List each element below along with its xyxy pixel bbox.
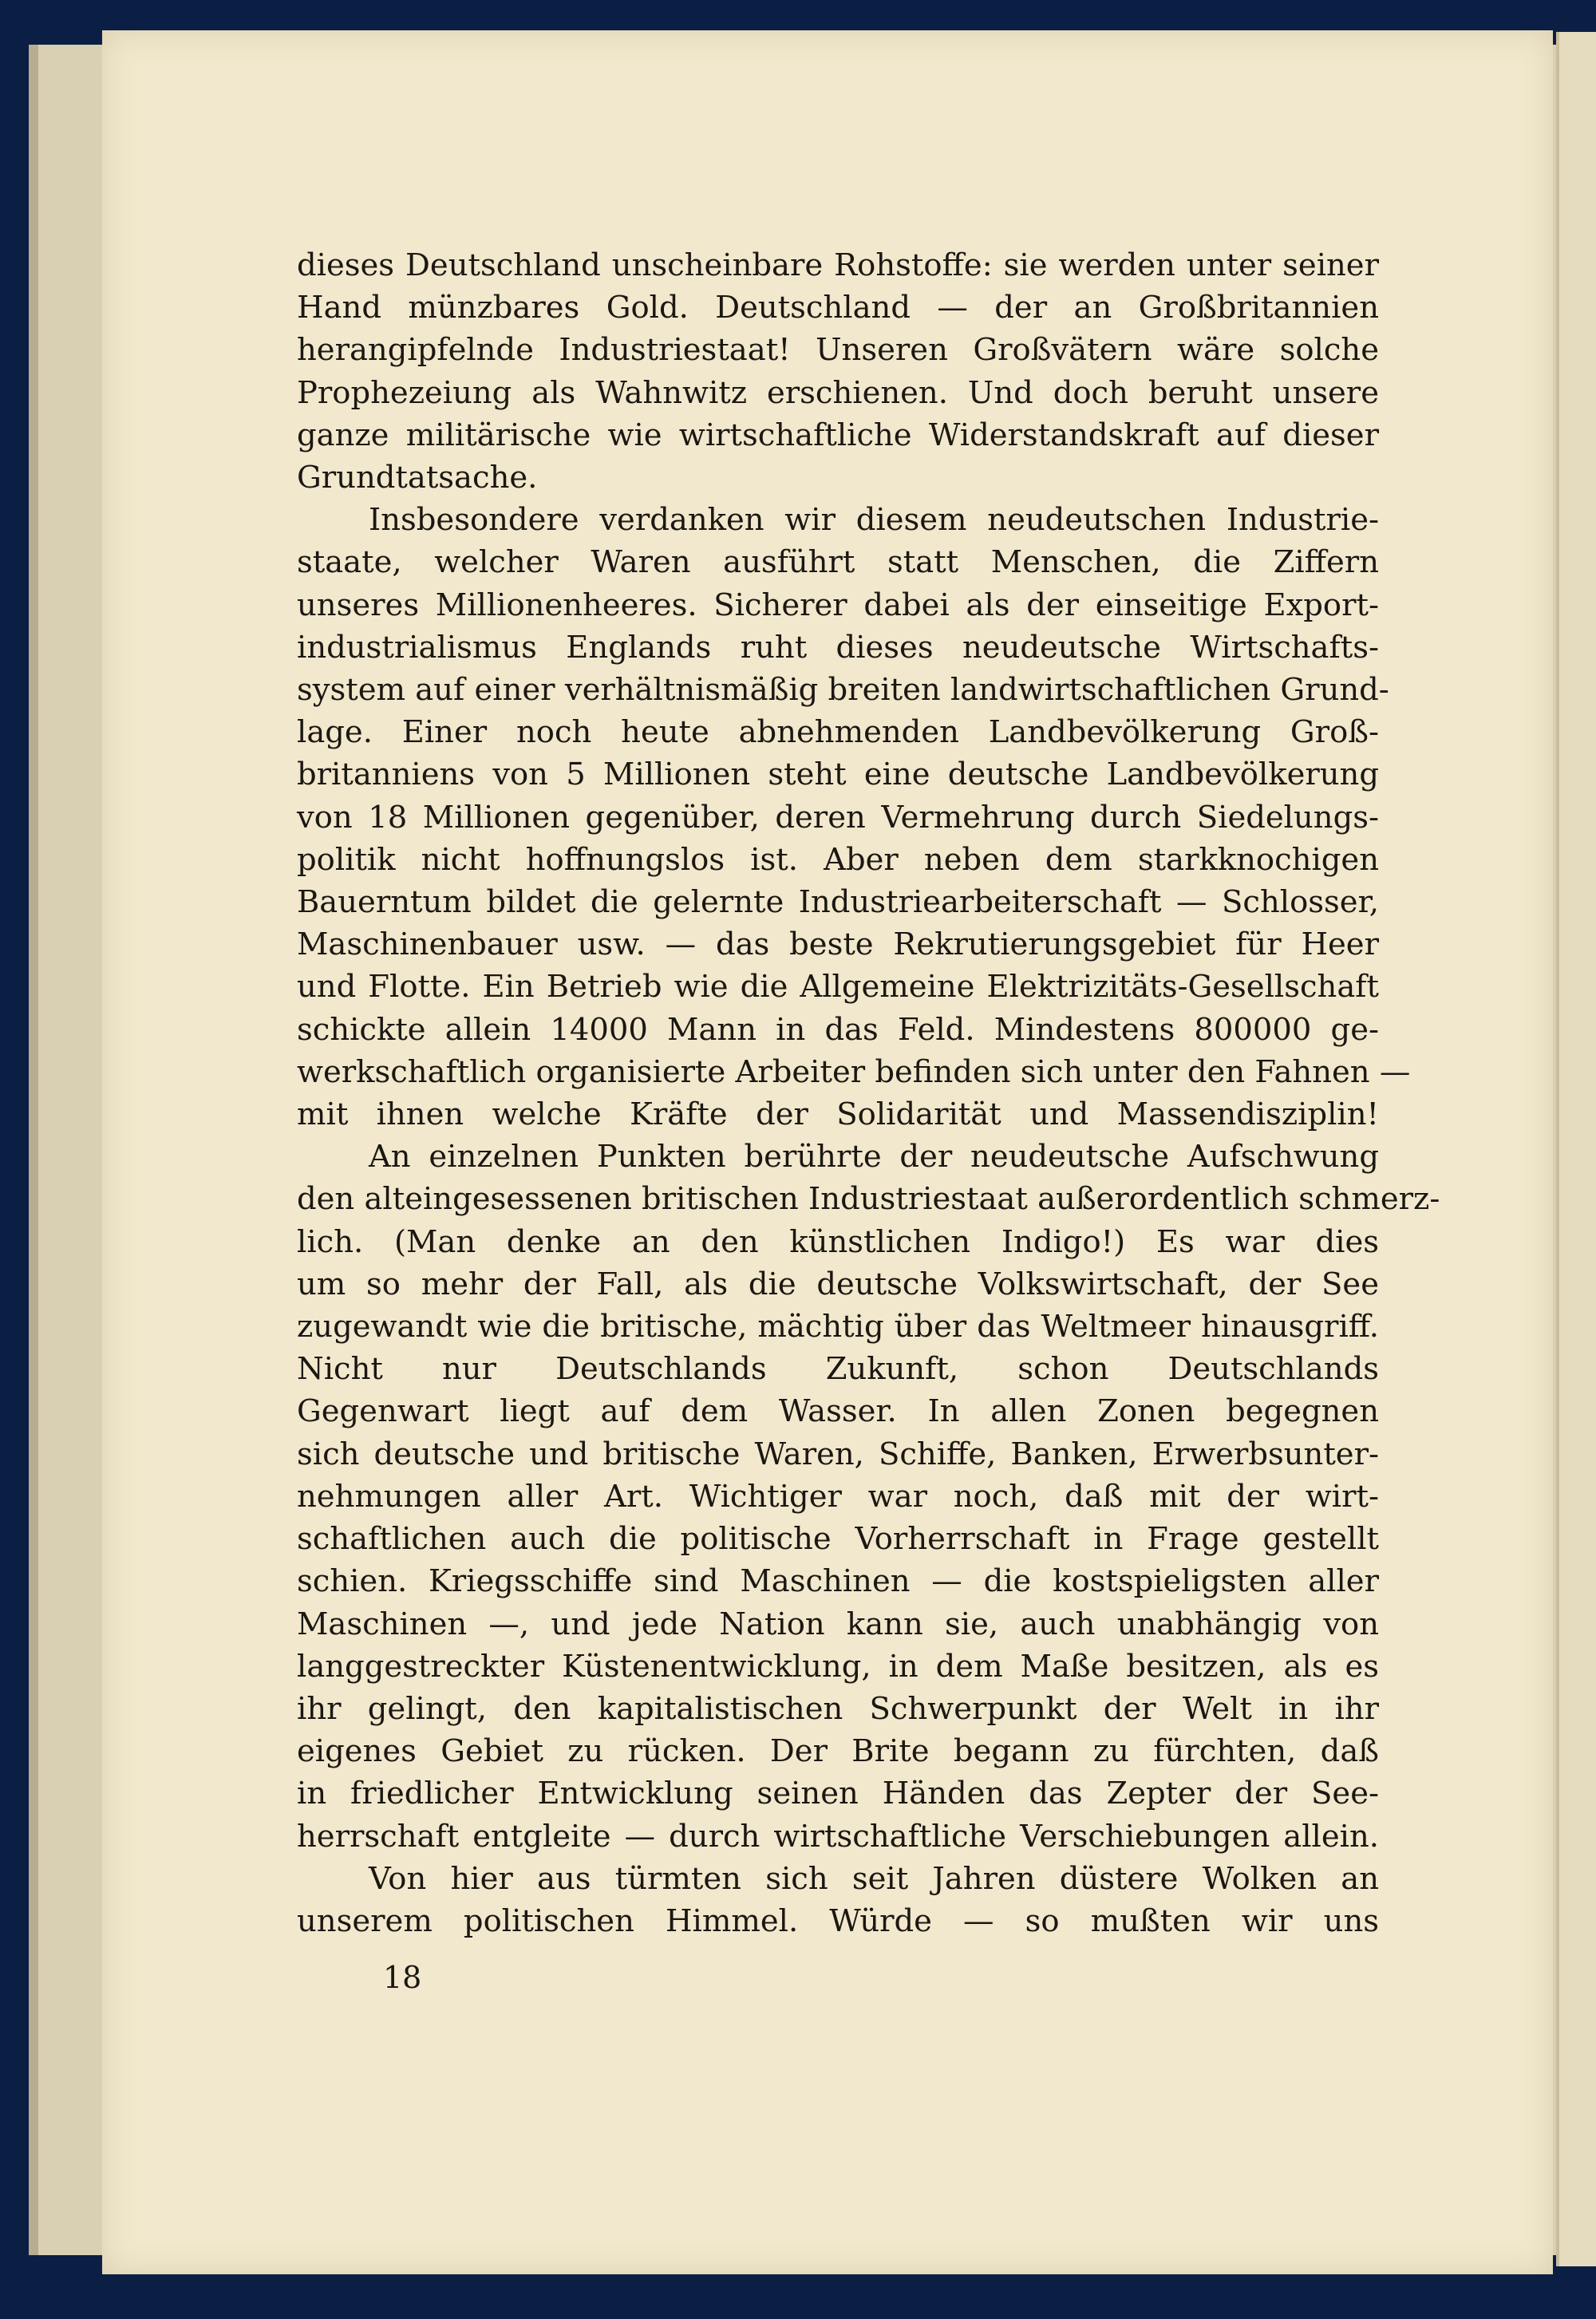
text-line: unserem politischen Himmel. Würde — so mußten wir uns bbox=[297, 1902, 1379, 1939]
text-line: Maschinenbauer usw. — das beste Rekrutierungsgebiet für Heer bbox=[297, 926, 1379, 963]
text-line: langgestreckter Küstenentwicklung, in dem Maße besitzen, als es bbox=[297, 1648, 1379, 1685]
text-line: lage. Einer noch heute abnehmenden Landbevölkerung Groß- bbox=[297, 714, 1379, 751]
text-line: Prophezeiung als Wahnwitz erschienen. Und doch beruht unsere bbox=[297, 374, 1379, 411]
text-line: industrialismus Englands ruht dieses neudeutsche Wirtschafts- bbox=[297, 629, 1379, 666]
text-line: Maschinen —, und jede Nation kann sie, auch unabhängig von bbox=[297, 1606, 1379, 1642]
text-line: schaftlichen auch die politische Vorherrschaft in Frage gestellt bbox=[297, 1521, 1379, 1558]
body-text bbox=[297, 244, 1440, 1942]
text-line: mit ihnen welche Kräfte der Solidarität und Massendisziplin! bbox=[297, 1096, 1379, 1133]
paragraph-1 bbox=[297, 244, 1379, 499]
text-line: Hand münzbares Gold. Deutschland — der an Großbritannien bbox=[297, 290, 1379, 326]
text-line: politik nicht hoffnungslos ist. Aber neben dem starkknochigen bbox=[297, 841, 1379, 878]
paragraph-3 bbox=[297, 1136, 1440, 1857]
text-line: nehmungen aller Art. Wichtiger war noch, daß mit der wirt- bbox=[297, 1478, 1379, 1515]
text-line: eigenes Gebiet zu rücken. Der Brite begann zu fürchten, daß bbox=[297, 1733, 1379, 1770]
text-line: den alteingesessenen britischen Industriestaat außerordentlich schmerz- bbox=[297, 1181, 1440, 1218]
text-line: britanniens von 5 Millionen steht eine deutsche Landbevölkerung bbox=[297, 757, 1379, 793]
text-line: system auf einer verhältnismäßig breiten landwirtschaftlichen Grund- bbox=[297, 672, 1389, 709]
text-line: Nicht nur Deutschlands Zukunft, schon Deutschlands bbox=[297, 1351, 1379, 1388]
text-line: von 18 Millionen gegenüber, deren Vermehrung durch Siedelungs- bbox=[297, 799, 1379, 836]
text-line: schickte allein 14000 Mann in das Feld. Mindestens 800000 ge- bbox=[297, 1011, 1379, 1048]
text-line: Gegenwart liegt auf dem Wasser. In allen Zonen begegnen bbox=[297, 1393, 1379, 1430]
text-line: herangipfelnde Industriestaat! Unseren Großvätern wäre solche bbox=[297, 332, 1379, 369]
text-line: unseres Millionenheeres. Sicherer dabei als der einseitige Export- bbox=[297, 587, 1379, 623]
text-line: in friedlicher Entwicklung seinen Händen das Zepter der See- bbox=[297, 1776, 1379, 1812]
text-line: schien. Kriegsschiffe sind Maschinen — die kostspieligsten aller bbox=[297, 1563, 1379, 1600]
text-line: Von hier aus türmten sich seit Jahren düstere Wolken an bbox=[369, 1860, 1379, 1897]
text-line: Grundtatsache. bbox=[297, 460, 538, 496]
text-line: lich. (Man denke an den künstlichen Indigo!) Es war dies bbox=[297, 1223, 1379, 1260]
text-line: um so mehr der Fall, als die deutsche Volkswirtschaft, der See bbox=[297, 1266, 1379, 1302]
text-line: ihr gelingt, den kapitalistischen Schwerpunkt der Welt in ihr bbox=[297, 1690, 1379, 1727]
text-line: staate, welcher Waren ausführt statt Menschen, die Ziffern bbox=[297, 544, 1379, 581]
text-line: zugewandt wie die britische, mächtig über das Weltmeer hinausgriff. bbox=[297, 1309, 1379, 1345]
text-line: und Flotte. Ein Betrieb wie die Allgemeine Elektrizitäts-Gesellschaft bbox=[297, 969, 1379, 1005]
text-line: sich deutsche und britische Waren, Schiffe, Banken, Erwerbsunter- bbox=[297, 1436, 1379, 1472]
paragraph-4 bbox=[297, 1858, 1379, 1942]
text-line: An einzelnen Punkten berührte der neudeutsche Aufschwung bbox=[369, 1139, 1379, 1175]
page-number: 18 bbox=[383, 1960, 422, 1995]
text-line: Bauerntum bildet die gelernte Industriearbeiterschaft — Schlosser, bbox=[297, 884, 1379, 921]
facing-page-edge bbox=[1556, 32, 1596, 2266]
paragraph-2 bbox=[297, 499, 1411, 1136]
text-line: dieses Deutschland unscheinbare Rohstoffe: sie werden unter seiner bbox=[297, 247, 1379, 283]
text-line: herrschaft entgleite — durch wirtschaftliche Verschiebungen allein. bbox=[297, 1818, 1379, 1855]
text-line: ganze militärische wie wirtschaftliche Widerstandskraft auf dieser bbox=[297, 417, 1379, 453]
text-line: Insbesondere verdanken wir diesem neudeutschen Industrie- bbox=[369, 502, 1379, 539]
text-line: werkschaftlich organisierte Arbeiter befinden sich unter den Fahnen — bbox=[297, 1053, 1411, 1090]
